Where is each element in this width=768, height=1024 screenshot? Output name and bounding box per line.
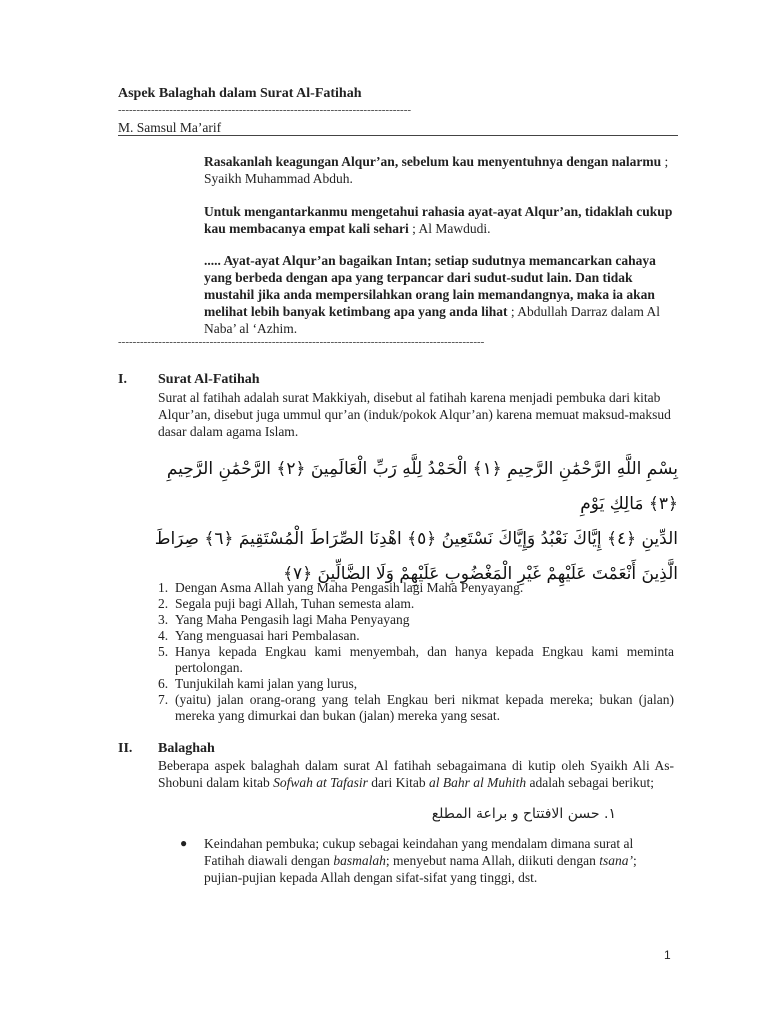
arabic-line-2: الدِّينِ ﴿٤﴾ إِيَّاكَ نَعْبُدُ وَإِيَّاكَ نَسْتَعِينُ ﴿٥﴾ اهْدِنَا الصِّرَاطَ الْمُسْتَقِيمَ ﴿٦﴾ صِرَاطَ (154, 529, 678, 549)
quote-mawdudi (204, 203, 674, 237)
arabic-line-3: الَّذِينَ أَنْعَمْتَ عَلَيْهِمْ غَيْرِ الْمَغْضُوبِ عَلَيْهِمْ وَلَا الضَّالِّينَ ﴿٧﴾ (283, 564, 678, 584)
quotes-dashed-separator: ---------------------------------------------------------------------------------------------------- (118, 336, 485, 348)
translation-list (158, 580, 674, 724)
list-item: 4. Yang menguasai hari Pembalasan. (158, 628, 360, 643)
header-rule (118, 135, 678, 136)
quote-source: ; Syaikh Muhammad Abduh. (204, 154, 669, 186)
book-title-sofwah: Sofwah at Tafasir (273, 775, 368, 790)
arabic-line-1: بِسْمِ اللَّهِ الرَّحْمَٰنِ الرَّحِيمِ ﴿١﴾ الْحَمْدُ لِلَّهِ رَبِّ الْعَالَمِينَ ﴿٢﴾ الرَّحْمَٰنِ الرَّحِيمِ ﴿٣﴾ مَالِكِ يَوْمِ (166, 459, 678, 514)
quote-text: Untuk mengantarkanmu mengetahui rahasia ayat-ayat Alqur’an, tidaklah cukup kau membacanya empat kali sehari (204, 204, 673, 236)
list-item: 3. Yang Maha Pengasih lagi Maha Penyayang (158, 612, 410, 627)
page-number: 1 (664, 948, 671, 962)
document-title: Aspek Balaghah dalam Surat Al-Fatihah (118, 86, 362, 101)
quote-text: ..... Ayat-ayat Alqur’an bagaikan Intan; setiap sudutnya memancarkan cahaya yang berbeda dengan apa yang terpancar dari sudut-sudut lain. Dan tidak mustahil jika anda mempersilahkan orang lain memandangnya, maka ia akan melihat lebih banyak ketimbang apa yang anda lihat (204, 253, 656, 319)
arabic-point-1: ١. حسن الافتتاح و براعة المطلع (431, 806, 616, 822)
list-item: 7. (yaitu) jalan orang-orang yang telah Engkau beri nikmat kepada mereka; bukan (jalan) mereka yang dimurkai dan bukan (jalan) mereka yang sesat. (158, 692, 674, 723)
list-item: 1. Dengan Asma Allah yang Maha Pengasih lagi Maha Penyayang. (158, 580, 524, 595)
bullet-point-1: Keindahan pembuka; cukup sebagai keindahan yang mendalam dimana surat al Fatihah diawali dengan basmalah; menyebut nama Allah, diikuti dengan tsana’; pujian-pujian kepada Allah dengan sifat-sifat yang tinggi, dst. (204, 836, 637, 885)
section-2-intro: Beberapa aspek balaghah dalam surat Al fatihah sebagaimana di kutip oleh Syaikh Ali As-Shobuni dalam kitab Sofwah at Tafasir dari Kitab al Bahr al Muhith adalah sebagai berikut; (158, 758, 674, 790)
section-2-number: II. (118, 741, 133, 756)
list-item: 5. Hanya kepada Engkau kami menyembah, dan hanya kepada Engkau kami meminta pertolongan. (158, 644, 674, 675)
author-name: M. Samsul Ma’arif (118, 120, 222, 135)
quote-source: ; Al Mawdudi. (408, 221, 491, 236)
quote-darraz (204, 252, 674, 337)
quote-abduh (204, 153, 674, 187)
section-1-number: I. (118, 372, 127, 387)
quote-source: ; Abdullah Darraz dalam Al Naba’ al ‘Azhim. (204, 304, 661, 336)
bullet-icon: ● (180, 836, 188, 850)
section-1-title: Surat Al-Fatihah (158, 372, 260, 387)
list-item: 2. Segala puji bagi Allah, Tuhan semesta alam. (158, 596, 415, 611)
fatihah-arabic-text (150, 452, 678, 592)
book-title-bahr: al Bahr al Muhith (429, 775, 527, 790)
title-dashed-separator: -------------------------------------------------------------------------------- (118, 104, 412, 116)
section-1-intro: Surat al fatihah adalah surat Makkiyah, disebut al fatihah karena menjadi pembuka dari kitab Alqur’an, disebut juga ummul qur’an (induk/pokok Alqur’an) karena memuat maksud-maksud dasar dalam agama Islam. (158, 390, 671, 439)
section-2-title: Balaghah (158, 741, 215, 756)
list-item: 6. Tunjukilah kami jalan yang lurus, (158, 676, 358, 691)
quote-text: Rasakanlah keagungan Alqur’an, sebelum kau menyentuhnya dengan nalarmu (204, 154, 662, 169)
